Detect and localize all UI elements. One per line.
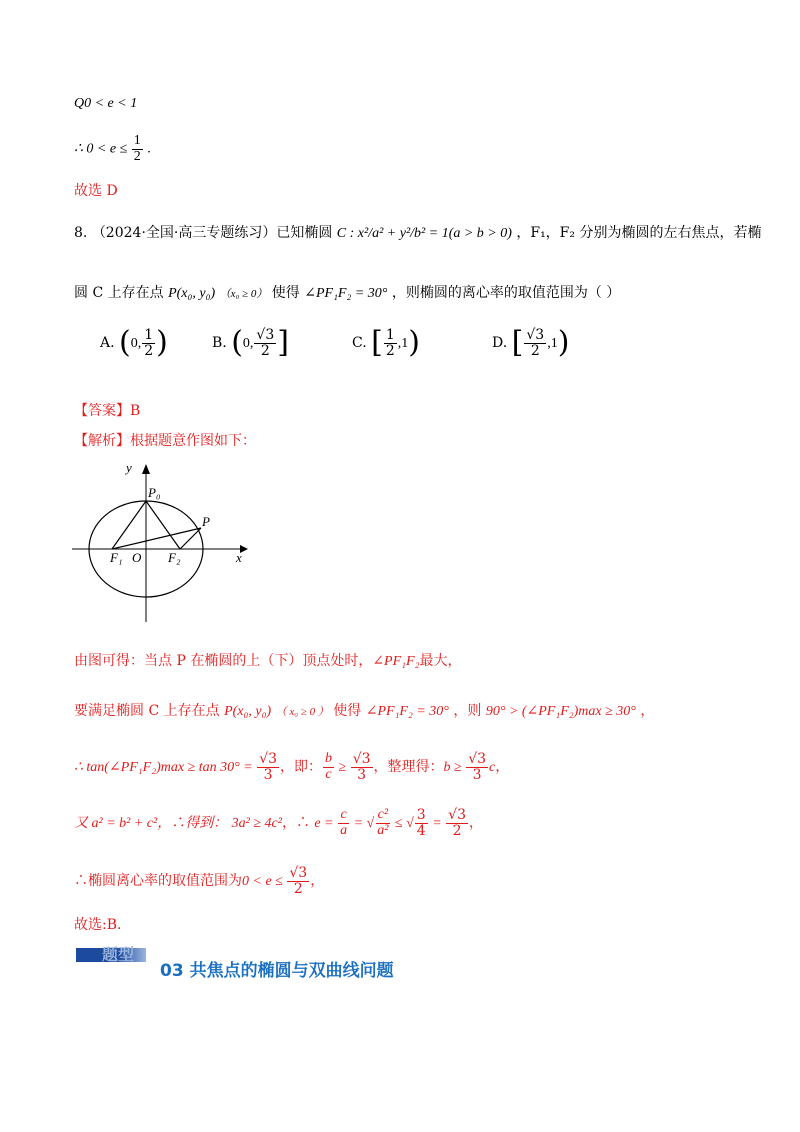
option-a[interactable] (100, 325, 168, 361)
frac-num: √3 (448, 807, 466, 823)
option-c[interactable] (352, 325, 420, 361)
frac-num: √3 (352, 751, 371, 767)
label-y: y (126, 460, 132, 475)
answer-value: B (130, 403, 141, 419)
x0-condition: （x₀ ≥ 0） (219, 288, 268, 300)
answer-label: 【答案】 (74, 403, 130, 419)
bracket-left: [ (511, 325, 524, 361)
analysis-l2-ineq: 90° > (∠PF₁F₂)max ≥ 30° (485, 704, 636, 719)
section-title: 03 共焦点的椭圆与双曲线问题 (160, 961, 394, 981)
frac-den: 2 (133, 148, 141, 164)
ellipse-figure (68, 458, 258, 626)
fraction-half (132, 134, 143, 164)
analysis-l4-c: ，∴ (281, 815, 310, 832)
option-b[interactable] (212, 325, 289, 361)
analysis-line4: 又 a² = b² + c²，∴得到： 3a² ≥ 4c²，∴ e = $\frac{c}{a}$ = √ $\frac{\text{c²}}{\text{a²}}$ ≤ √ $\frac{3}{4}$ = $\frac{√3}{2}$ ， (74, 807, 483, 839)
analysis-l4-d: ， (469, 815, 483, 832)
analysis-l5-end: ， (310, 873, 325, 890)
bracket-left: [ (371, 325, 383, 361)
frac-sqrt3-3-c (466, 752, 488, 782)
q-text-b: 使得 (271, 285, 300, 301)
option-label: C. (352, 335, 367, 352)
frac-b-c (323, 752, 334, 782)
bracket-right: ) (408, 325, 420, 361)
label-x: x (236, 550, 242, 565)
analysis-line2 (74, 700, 654, 720)
analysis-choose: 故选:B. (74, 917, 122, 933)
analysis-l2-end: ， (640, 703, 655, 719)
option-fraction (254, 328, 276, 358)
frac-num: c² (377, 807, 389, 822)
frac-num: √3 (256, 327, 275, 343)
option-fraction (384, 328, 397, 358)
ellipse-equation: C : x²/a² + y²/b² = 1(a > b > 0) (336, 226, 512, 241)
question-8-line2 (74, 282, 620, 302)
label-f2: F₂ (168, 550, 181, 565)
angle-condition: ∠PF₁F₂ = 30° (304, 286, 388, 301)
option-fraction (142, 328, 155, 358)
bracket-right: ] (277, 325, 289, 361)
frac-den: 3 (472, 766, 482, 783)
analysis-l2-c: ，则 (453, 703, 482, 719)
analysis-l2-a: 要满足椭圆 C 上存在点 (74, 703, 220, 719)
frac-num: √3 (259, 751, 278, 767)
question-8-line1 (74, 222, 761, 242)
point-p: P(x₀, y₀) (168, 286, 216, 301)
analysis-l2-b: 使得 (333, 703, 362, 719)
analysis-l3-b: ，即： (280, 759, 323, 776)
analysis-label: 【解析】 (74, 433, 130, 449)
frac-num: b (325, 751, 333, 766)
analysis-l3-a: ∴ tan(∠PF₁F₂)max ≥ tan 30° = (74, 760, 257, 776)
frac-den: 3 (357, 766, 367, 783)
frac-num: √3 (468, 751, 487, 767)
analysis-l2-cond: （ x₀ ≥ 0 ） (275, 706, 329, 718)
frac-sqrt3-2 (446, 808, 468, 838)
analysis-intro-line (74, 430, 256, 450)
frac-num: 1 (133, 133, 141, 148)
section-tag: 题型 (102, 945, 135, 964)
analysis-l1-text: 由图可得：当点 P 在椭圆的上（下）顶点处时， (74, 653, 373, 669)
option-fraction (524, 328, 546, 358)
frac-c-a (338, 808, 349, 838)
analysis-l2-point: P(x₀, y₀) (224, 704, 272, 719)
frac-den: 4 (416, 822, 426, 839)
foci-text: ，F₁，F₂ 分别为椭圆的左右焦点，若椭 (516, 225, 762, 241)
frac-3-4 (415, 808, 428, 838)
frac-den: 2 (452, 822, 462, 839)
condition-line: Q0 < e < 1 (74, 96, 138, 111)
analysis-l3-d: ， (495, 759, 510, 776)
analysis-line1 (74, 650, 461, 670)
frac-num: 1 (144, 327, 154, 343)
segment-p-f2 (180, 528, 201, 549)
label-p0: P₀ (148, 485, 161, 500)
label-o: O (132, 550, 142, 565)
analysis-l5-text: ∴椭圆离心率的取值范围为 (74, 873, 242, 890)
question-source: （2024·全国·高三专题练习）已知椭圆 (91, 225, 333, 241)
option-label: A. (100, 335, 115, 352)
option-label: D. (492, 335, 508, 352)
analysis-l3-c: ，整理得： (373, 759, 444, 776)
frac-num: √3 (526, 327, 545, 343)
option-tail: ,1 (397, 336, 409, 352)
answer-line (74, 400, 140, 420)
frac-c2-a2 (375, 808, 390, 838)
analysis-intro: 根据题意作图如下： (130, 433, 256, 449)
y-axis-arrow (142, 464, 150, 474)
frac-den: 2 (385, 342, 395, 359)
frac-sqrt3-3 (257, 752, 279, 782)
question-number: 8. (74, 225, 88, 241)
frac-den: 2 (260, 342, 270, 359)
option-tail: ,1 (547, 336, 558, 352)
bracket-right: ) (156, 325, 168, 361)
q-text-c: ，则椭圆的离心率的取值范围为（ ） (391, 285, 621, 301)
analysis-l1-angle: ∠PF₁F₂ (372, 654, 420, 669)
option-label: B. (212, 335, 227, 352)
option-value: 0, (242, 336, 254, 352)
frac-num: c (340, 807, 347, 822)
bracket-left: ( (231, 325, 243, 361)
label-f1: F₁ (110, 550, 123, 565)
frac-den: 2 (144, 342, 154, 359)
option-d[interactable] (492, 325, 570, 361)
frac-den: 3 (263, 766, 273, 783)
analysis-l1-end: 最大， (419, 653, 462, 669)
choice-d: 故选 D (74, 183, 118, 199)
frac-den: 2 (293, 880, 303, 897)
label-p: P (202, 514, 210, 529)
frac-num: √3 (289, 865, 308, 881)
option-value: 0, (130, 336, 142, 352)
analysis-line5 (74, 866, 324, 896)
frac-sqrt3-2-final (287, 866, 309, 896)
q-text-a: 圆 C 上存在点 (74, 285, 164, 301)
frac-den: a (340, 822, 348, 838)
conclusion-suffix: . (147, 141, 151, 157)
conclusion-line (74, 134, 151, 164)
conclusion-prefix: ∴ 0 < e ≤ (74, 141, 131, 157)
frac-num: 3 (416, 807, 426, 823)
frac-den: a² (377, 822, 389, 838)
analysis-l4-a: 又 a² = b² + c²，∴得到： (74, 816, 228, 832)
frac-num: 1 (385, 327, 395, 343)
frac-den: c (325, 766, 332, 782)
frac-den: 2 (530, 342, 540, 359)
bracket-left: ( (119, 325, 131, 361)
analysis-l4-b: 3a² ≥ 4c² (231, 816, 282, 832)
bracket-right: ) (557, 325, 570, 361)
segment-p0-f2 (146, 501, 180, 549)
analysis-l2-angle: ∠PF₁F₂ = 30° (365, 704, 449, 719)
analysis-line3: ∴ tan(∠PF₁F₂)max ≥ tan 30° = $\frac{√3}{3}$ ，即： $\frac{b}{c}$ ≥ $\frac{√3}{3}$ ，整理得：b ≥ $\frac{√3}{3}$ c， (74, 751, 510, 783)
frac-sqrt3-3-b (351, 752, 373, 782)
analysis-l5-b: 0 < e ≤ (242, 874, 287, 890)
